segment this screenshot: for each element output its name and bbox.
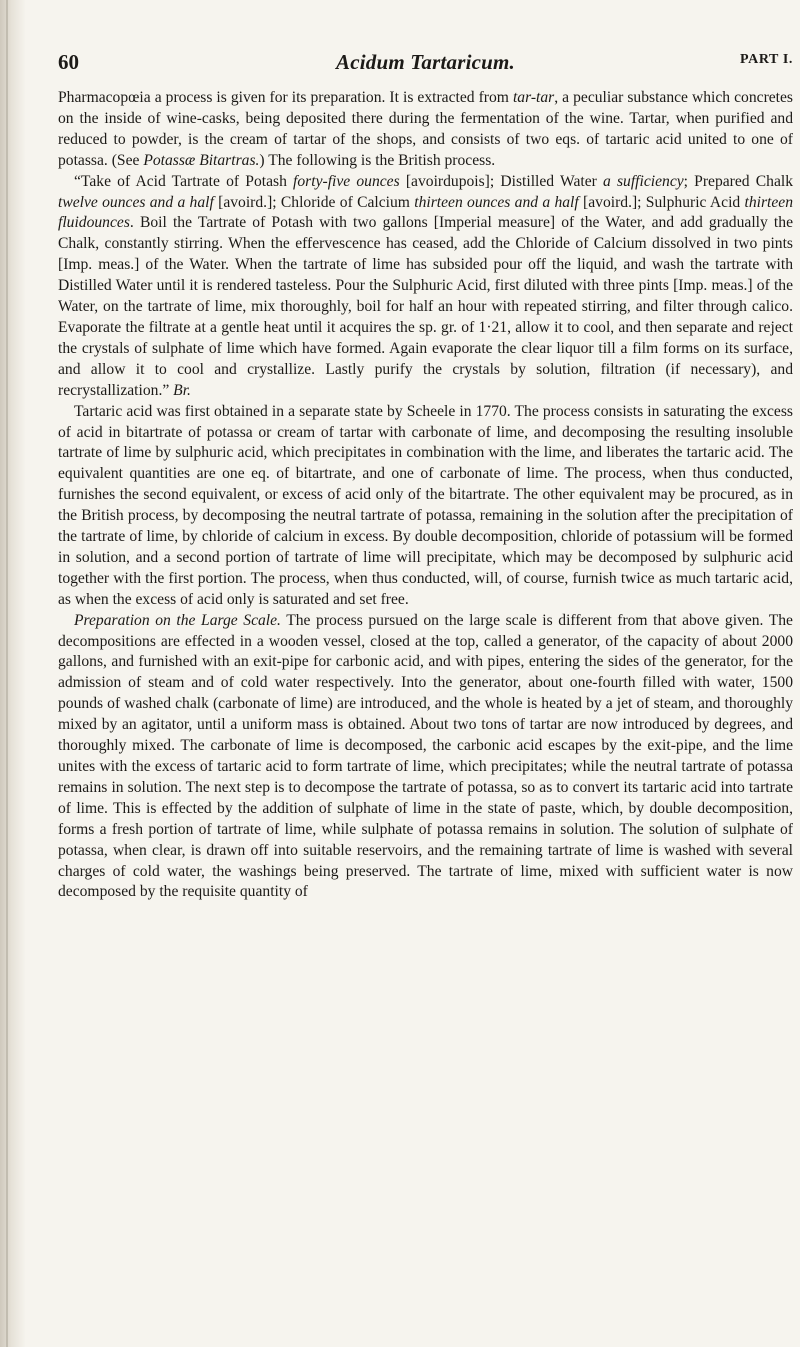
text-run: The process pursued on the large scale is different from that above given. The decompositions are effected in a wooden vessel, closed at the top, called a generator, of the capacity of about 2000 gallons, and furnished with an exit-pipe for carbonic acid, and with pipes, entering the sides of the generator, for the admission of steam and of cold water respectively. Into the generator, about one-fourth filled with water, 1500 pounds of washed chalk (carbonate of lime) are introduced, and the whole is heated by a jet of steam, and thoroughly mixed by an agitator, until a uniform mass is obtained. About two tons of tartar are now introduced by degrees, and thoroughly mixed. The carbonate of lime is decomposed, the carbonic acid escapes by the exit-pipe, and the lime unites with the excess of tartaric acid to form tartrate of lime, which precipitates; while the neutral tartrate of potassa remains in solution. The next step is to decompose the tartrate of potassa, so as to convert its tartaric acid into tartrate of lime. This is effected by the addition of sulphate of lime in the state of paste, which, by double decomposition, forms a fresh portion of tartrate of lime, while sulphate of potassa remains in solution. The solution of sulphate of potassa, when clear, is drawn off into suitable reservoirs, and the remaining tartrate of lime is washed with several charges of cold water, the washings being preserved. The tartrate of lime, mixed with sufficient water is now decomposed by the requisite quantity of	[58, 611, 793, 901]
italic-run: thirteen ounces and a half	[414, 193, 579, 211]
paragraph	[58, 402, 793, 611]
text-run: ) The following is the British process.	[259, 151, 496, 169]
paragraph	[58, 172, 793, 402]
italic-run: thirteen fluidounces	[58, 193, 794, 232]
italic-run: forty-five ounces	[293, 172, 400, 190]
italic-run: Br.	[173, 381, 191, 399]
page-number: 60	[58, 50, 79, 74]
text-run: Tartaric acid was first obtained in a separate state by Scheele in 1770. The process consists in saturating the excess of acid in bitartrate of potassa or cream of tartar with carbonate of lime, and decomposing the resulting insoluble tartrate of lime by sulphuric acid, which precipitates in combination with the lime, and liberates the tartaric acid. The equivalent quantities are one eq. of bitartrate, and one of carbonate of lime. The process, when thus conducted, furnishes the second equivalent, or excess of acid only of the bitartrate. The other equivalent may be procured, as in the British process, by decomposing the neutral tartrate of potassa, remaining in the solution after the precipitation of the tartrate of lime, by chloride of calcium in excess. By double decomposition, chloride of potassium will be formed in solution, and a second portion of tartrate of lime will precipitate, which may be decomposed by sulphuric acid together with the first portion. The process, when thus conducted, will, of course, furnish twice as much tartaric acid, as when the excess of acid only is saturated and set free.	[58, 402, 793, 608]
body-text	[58, 88, 793, 903]
italic-run: tar-tar	[512, 89, 555, 106]
italic-run: twelve ounces and a half	[58, 193, 214, 211]
running-head-title: Acidum Tartaricum.	[335, 50, 516, 74]
text-run: . Boil the Tartrate of Potash with two gallons [Imperial measure] of the Water, and add gradually the Chalk, constantly stirring. When the effervescence has ceased, add the Chloride of Calcium dissolved in two pints [Imp. meas.] of the Water. When the tartrate of lime has subsided pour off the liquid, and wash the tartrate with Distilled Water until it is rendered tasteless. Pour the Sulphuric Acid, first diluted with three pints [Imp. meas.] of the Water, on the tartrate of lime, mix thoroughly, boil for half an hour with repeated stirring, and filter through calico. Evaporate the filtrate at a gentle heat until it acquires the sp. gr. of 1·21, allow it to cool, and then separate and reject the crystals of sulphate of lime which have formed. Again evaporate the clear liquor till a film forms on its surface, and allow it to cool and crystallize. Lastly purify the crystals by solution, filtration (if necessary), and recrystallization.”	[58, 214, 793, 399]
text-run: [avoirdupois]; Distilled Water	[399, 172, 604, 190]
text-run: [avoird.]; Chloride of Calcium	[213, 193, 415, 211]
part-label: PART I.	[740, 52, 793, 67]
text-run: ; Prepared Chalk	[683, 172, 794, 190]
paragraph	[58, 88, 793, 172]
italic-run: Preparation on the Large Scale.	[74, 611, 281, 629]
running-head	[58, 48, 793, 82]
binding-edge	[6, 0, 8, 1347]
paragraph	[58, 611, 793, 904]
page-gutter-shadow	[0, 0, 26, 1347]
text-run: [avoird.]; Sulphuric Acid	[578, 193, 745, 211]
italic-run: a sufficiency	[603, 172, 684, 190]
book-page	[58, 48, 793, 903]
italic-run: Potassæ Bitartras.	[143, 151, 260, 169]
text-run: , a peculiar substance which concretes on the inside of wine-casks, being deposited there during the fermentation of the wine. Tartar, when purified and reduced to powder, is the cream of tartar of the shops, and consists of two eqs. of tartaric acid united to one of potassa. (See	[58, 89, 793, 169]
text-run: “Take of Acid Tartrate of Potash	[74, 172, 294, 190]
text-run: Pharmacopœia a process is given for its preparation. It is extracted from	[58, 89, 513, 106]
